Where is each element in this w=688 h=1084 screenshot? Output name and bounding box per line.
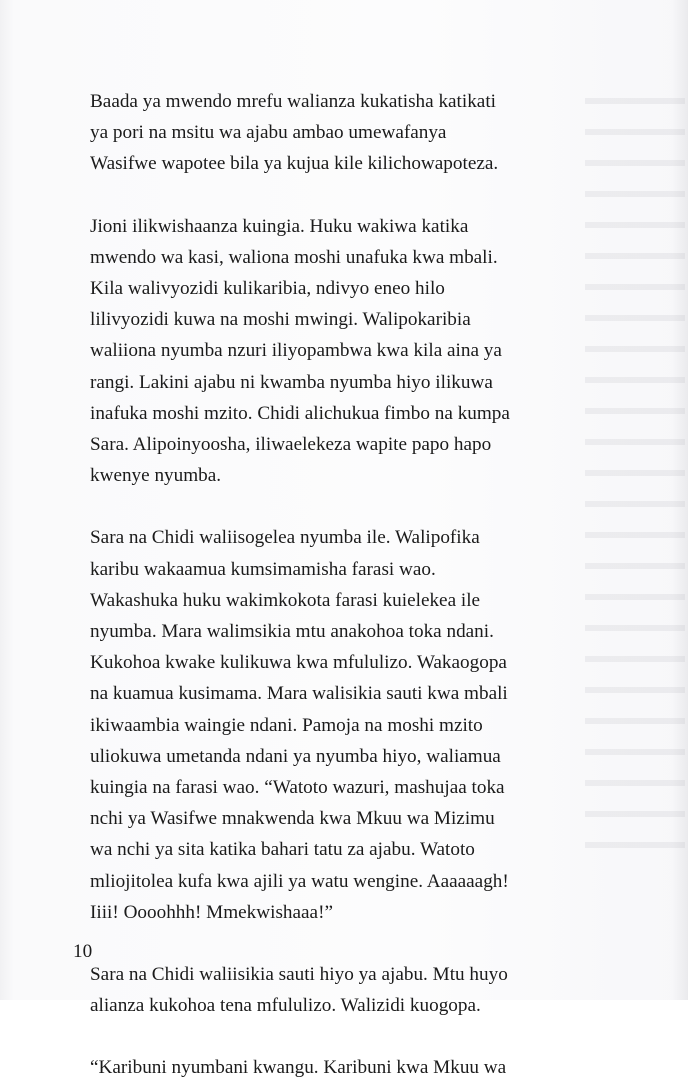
- text-line: waliiona nyumba nzuri iliyopambwa kwa kila aina ya: [90, 340, 502, 362]
- text-line: nyumba. Mara walimsikia mtu anakohoa toka ndani.: [90, 621, 494, 643]
- text-line: lilivyozidi kuwa na moshi mwingi. Walipokaribia: [90, 309, 471, 331]
- text-line: ikiwaambia waingie ndani. Pamoja na moshi mzito: [90, 714, 483, 736]
- page-edge-shadow: [672, 0, 688, 1000]
- text-line: Sara na Chidi waliisikia sauti hiyo ya ajabu. Mtu huyo: [90, 964, 508, 986]
- text-line: mliojitolea kufa kwa ajili ya watu wengine. Aaaaaagh!: [90, 870, 509, 892]
- story-text: [90, 86, 630, 1084]
- text-line: alianza kukohoa tena mfululizo. Walizidi kuogopa.: [90, 995, 481, 1017]
- paragraph-3: [90, 522, 630, 928]
- text-line: “Karibuni nyumbani kwangu. Karibuni kwa Mkuu wa: [90, 1057, 507, 1079]
- text-line: kuingia na farasi wao. “Watoto wazuri, mashujaa toka: [90, 777, 505, 799]
- text-line: Wasifwe wapotee bila ya kujua kile kilichowapoteza.: [90, 153, 499, 175]
- text-line: Iiii! Oooohhh! Mmekwishaaa!”: [90, 901, 333, 923]
- text-line: Kila walivyozidi kulikaribia, ndivyo eneo hilo: [90, 278, 445, 300]
- text-line: wa nchi ya sita katika bahari tatu za ajabu. Watoto: [90, 839, 475, 861]
- paragraph-2: [90, 211, 630, 492]
- text-line: Baada ya mwendo mrefu walianza kukatisha katikati: [90, 91, 496, 112]
- text-line: Jioni ilikwishaanza kuingia. Huku wakiwa katika: [90, 215, 469, 237]
- text-line: nchi ya Wasifwe mnakwenda kwa Mkuu wa Mizimu: [90, 808, 495, 830]
- text-line: Wakashuka huku wakimkokota farasi kuielekea ile: [90, 589, 481, 611]
- text-line: kwenye nyumba.: [90, 465, 222, 487]
- text-line: ya pori na msitu wa ajabu ambao umewafanya: [90, 122, 447, 144]
- page-number: 10: [73, 941, 93, 962]
- paragraph-1: [90, 86, 630, 180]
- paragraph-5: [90, 1052, 630, 1083]
- text-line: inafuka moshi mzito. Chidi alichukua fimbo na kumpa: [90, 402, 510, 424]
- text-line: na kuamua kusimama. Mara walisikia sauti kwa mbali: [90, 683, 508, 705]
- paragraph-4: [90, 959, 630, 1021]
- text-line: mwendo wa kasi, waliona moshi unafuka kwa mbali.: [90, 246, 498, 268]
- text-line: Sara na Chidi waliisogelea nyumba ile. Walipofika: [90, 527, 480, 549]
- text-line: Kukohoa kwake kulikuwa kwa mfululizo. Wakaogopa: [90, 652, 507, 674]
- text-line: Sara. Alipoinyoosha, iliwaelekeza wapite papo hapo: [90, 434, 492, 456]
- text-line: karibu wakaamua kumsimamisha farasi wao.: [90, 558, 436, 580]
- text-line: uliokuwa umetanda ndani ya nyumba hiyo, waliamua: [90, 745, 501, 767]
- text-line: rangi. Lakini ajabu ni kwamba nyumba hiyo ilikuwa: [90, 371, 493, 393]
